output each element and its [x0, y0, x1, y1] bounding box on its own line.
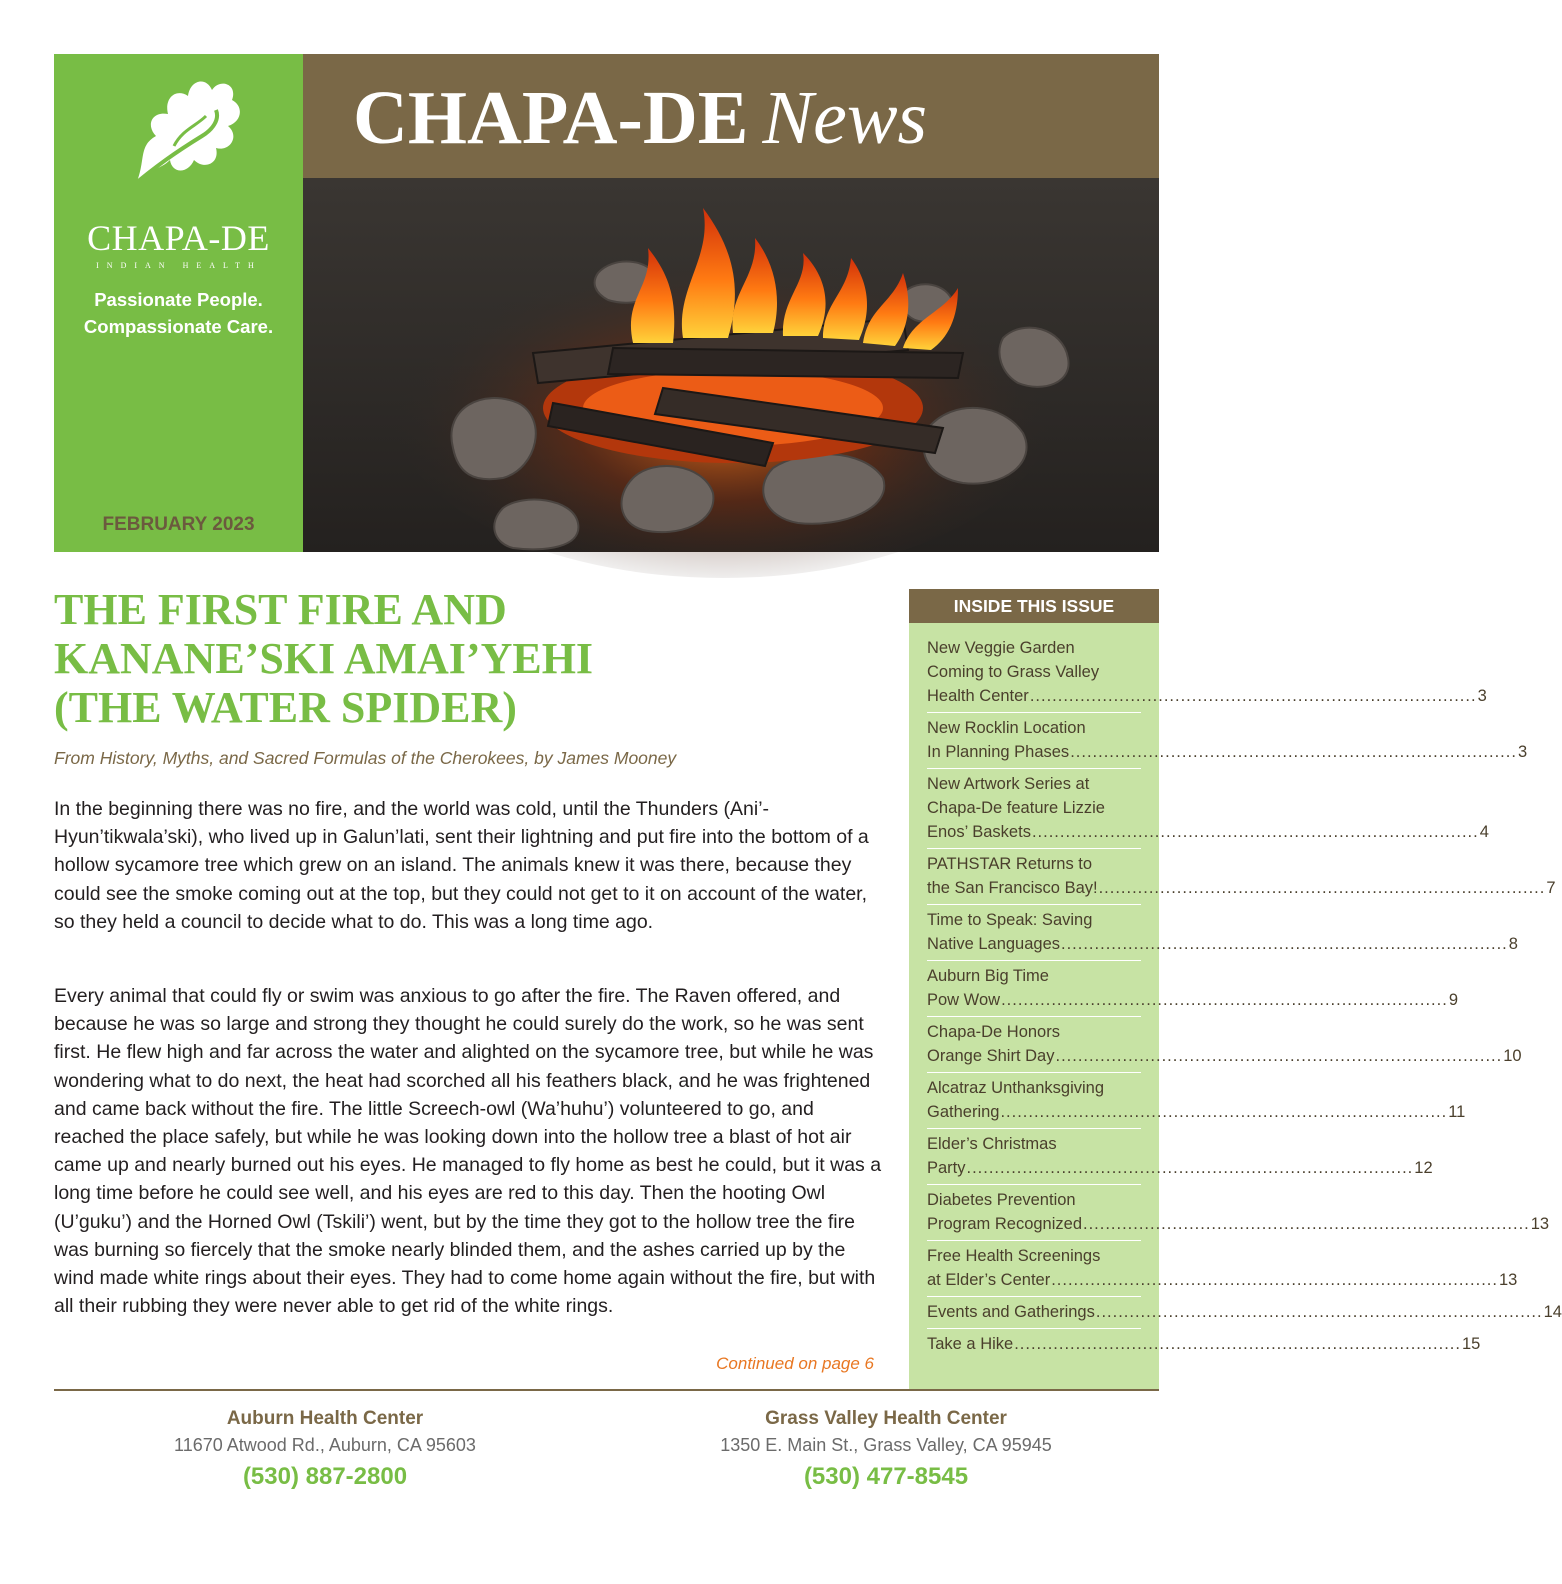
toc-leader-dots: ................................................................................ [1029, 687, 1477, 705]
toc-page-number: 9 [1448, 991, 1458, 1009]
toc-item-last-line [927, 1268, 1518, 1292]
toc-page-number: 10 [1503, 1047, 1522, 1065]
toc-item-title-end: at Elder’s Center [927, 1271, 1051, 1289]
toc-separator [927, 1328, 1141, 1329]
toc-item[interactable] [927, 772, 1489, 844]
headline-line-2: KANANE’SKI AMAI’YEHI [54, 634, 594, 683]
toc-leader-dots: ................................................................................ [1051, 1271, 1498, 1289]
toc-item-title-line: New Rocklin Location [927, 719, 1086, 737]
toc-leader-dots: ................................................................................ [1031, 823, 1479, 841]
toc-item-title-line: Coming to Grass Valley [927, 663, 1100, 681]
toc-item[interactable] [927, 908, 1518, 956]
toc-item-last-line [927, 988, 1458, 1012]
toc-item[interactable] [927, 1020, 1522, 1068]
toc-separator [927, 768, 1141, 769]
toc-item-title-end: Health Center [927, 687, 1029, 705]
toc-item[interactable] [927, 716, 1528, 764]
brand-panel [54, 54, 303, 552]
article-paragraph-1: In the beginning there was no fire, and the world was cold, until the Thunders (Ani’-Hyun’tikwala’ski), who lived up in Galun’lati, sent their lightning and put fire into the bottom of a hollow sycamore tree which grew on an island. The animals knew it was there, because they could see the smoke coming out at the top, but they could not get to it on account of the water, so they held a council to decide what to do. This was a long time ago. [54, 798, 869, 933]
toc-item[interactable] [927, 1132, 1433, 1180]
sidebar-heading: INSIDE THIS ISSUE [909, 589, 1159, 623]
toc-item[interactable] [927, 1332, 1481, 1356]
toc-item-last-line [927, 1300, 1562, 1324]
auburn-name: Auburn Health Center [226, 1408, 424, 1429]
toc-leader-dots: ................................................................................ [1055, 1047, 1503, 1065]
toc-item-title-end: Party [927, 1159, 966, 1177]
toc-separator [927, 1016, 1141, 1017]
toc-item-last-line [927, 684, 1487, 708]
grass-valley-location [676, 1406, 1096, 1494]
toc-item-last-line [927, 876, 1556, 900]
toc-separator [927, 1240, 1141, 1241]
toc-page-number: 12 [1414, 1159, 1433, 1177]
tagline [54, 286, 303, 340]
toc-page-number: 4 [1479, 823, 1489, 841]
toc-item-last-line [927, 1044, 1522, 1068]
toc-item[interactable] [927, 1244, 1518, 1292]
article-paragraph-2: Every animal that could fly or swim was anxious to go after the fire. The Raven offered, and because he was so large and strong they thought he could surely do the work, so he was sent first. He flew high and far across the water and alighted on the sycamore tree, but while he was wondering what to do next, the heat had scorched all his feathers black, and he was frightened and came back without the fire. The little Screech-owl (Wa’huhu’) volunteered to go, and reached the place safely, but while he was looking down into the hollow tree a blast of hot air came up and nearly burned out his eyes. He managed to fly home as best he could, but it was a long time before he could see well, and his eyes are red to this day. Then the hooting Owl (U’guku’) and the Horned Owl (Tskili’) went, but by the time they got to the hollow tree the fire was burning so fiercely that the smoke nearly blinded them, and the ashes carried up by the wind made white rings about their eyes. They had to come home again without the fire, but with all their rubbing they were never able to get rid of the white rings. [54, 985, 882, 1318]
toc-item-title-line: New Veggie Garden [927, 639, 1075, 657]
auburn-location [115, 1406, 535, 1494]
tagline-line-2: Compassionate Care. [83, 316, 274, 337]
tagline-line-1: Passionate People. [94, 289, 263, 310]
campfire-illustration [303, 178, 1159, 552]
logo-wordmark: CHAPA-DE [87, 218, 270, 258]
toc-leader-dots: ................................................................................ [1095, 1303, 1543, 1321]
toc-page-number: 15 [1461, 1335, 1481, 1353]
campfire-photo [303, 178, 1159, 552]
continued-link[interactable]: Continued on page 6 [716, 1354, 874, 1373]
toc-item[interactable] [927, 1076, 1466, 1124]
toc-page-number: 3 [1477, 687, 1487, 705]
toc-page-number: 11 [1448, 1103, 1466, 1121]
headline-line-3: (THE WATER SPIDER) [54, 683, 517, 732]
toc-page-number: 13 [1530, 1215, 1550, 1233]
toc-page-number: 7 [1546, 879, 1556, 897]
masthead-title [353, 70, 927, 166]
toc-item-title-line: Time to Speak: Saving [927, 911, 1093, 929]
masthead-title-main: CHAPA-DE [353, 76, 749, 160]
issue-date: FEBRUARY 2023 [102, 514, 255, 535]
auburn-address: 11670 Atwood Rd., Auburn, CA 95603 [174, 1435, 476, 1455]
toc-page-number: 14 [1543, 1303, 1562, 1321]
toc-item[interactable] [927, 1188, 1550, 1236]
toc-leader-dots: ................................................................................ [1098, 879, 1546, 897]
grass-valley-name: Grass Valley Health Center [765, 1408, 1007, 1429]
toc-item-title-line: Chapa-De Honors [927, 1023, 1060, 1041]
logo-subtitle: INDIAN HEALTH [96, 261, 262, 270]
grass-valley-address: 1350 E. Main St., Grass Valley, CA 95945 [720, 1435, 1052, 1455]
toc-separator [927, 712, 1141, 713]
toc-item-title-end: In Planning Phases [927, 743, 1070, 761]
toc-item-title-line: Chapa-De feature Lizzie [927, 799, 1105, 817]
toc-item-title-line: Free Health Screenings [927, 1247, 1101, 1265]
toc-item-last-line [927, 932, 1518, 956]
toc-item-title-line: PATHSTAR Returns to [927, 855, 1093, 873]
toc-item-title-end: Orange Shirt Day [927, 1047, 1055, 1065]
toc-item-title-line: Alcatraz Unthanksgiving [927, 1079, 1105, 1097]
toc-item[interactable] [927, 636, 1487, 708]
grass-valley-phone[interactable]: (530) 477-8545 [803, 1463, 969, 1490]
toc-leader-dots: ................................................................................ [966, 1159, 1414, 1177]
toc-leader-dots: ................................................................................ [1014, 1335, 1461, 1353]
toc-separator [927, 1128, 1141, 1129]
auburn-phone[interactable]: (530) 887-2800 [242, 1463, 408, 1490]
toc-separator [927, 1296, 1141, 1297]
toc-item-last-line [927, 1100, 1466, 1124]
toc-item-title-line: New Artwork Series at [927, 775, 1090, 793]
inside-this-issue [909, 589, 1562, 1389]
headline-line-1: THE FIRST FIRE AND [54, 585, 507, 634]
masthead-title-italic: News [762, 76, 928, 160]
toc-page-number: 3 [1517, 743, 1528, 761]
toc-separator [927, 1072, 1141, 1073]
oak-leaf-logo-icon [116, 66, 246, 190]
toc-separator [927, 960, 1141, 961]
toc-separator [927, 1184, 1141, 1185]
toc-item-title-line: Elder’s Christmas [927, 1135, 1057, 1153]
toc-item-title-line: Diabetes Prevention [927, 1191, 1076, 1209]
toc-separator [927, 904, 1141, 905]
toc-item-last-line [927, 740, 1528, 764]
toc-item-title-end: the San Francisco Bay! [927, 879, 1098, 897]
toc-leader-dots: ................................................................................ [1061, 935, 1508, 953]
toc-item-title-line: Auburn Big Time [927, 967, 1049, 985]
toc-item[interactable] [927, 964, 1458, 1012]
toc-item-last-line [927, 1212, 1550, 1236]
toc-item-title-end: Gathering [927, 1103, 1000, 1121]
toc-item-title-end: Take a Hike [927, 1335, 1014, 1353]
toc-item-title-end: Program Recognized [927, 1215, 1082, 1233]
toc-item-title-end: Pow Wow [927, 991, 1001, 1009]
toc-page-number: 8 [1508, 935, 1518, 953]
article-headline [54, 585, 874, 732]
toc-separator [927, 848, 1141, 849]
toc-item-title-end: Events and Gatherings [927, 1303, 1095, 1321]
toc-item-last-line [927, 820, 1489, 844]
toc-item-title-end: Native Languages [927, 935, 1061, 953]
toc-item-last-line [927, 1332, 1481, 1356]
toc-leader-dots: ................................................................................ [1070, 743, 1517, 761]
toc-leader-dots: ................................................................................ [1001, 991, 1448, 1009]
toc-item[interactable] [927, 852, 1556, 900]
toc-item[interactable] [927, 1300, 1562, 1324]
toc-item-last-line [927, 1156, 1433, 1180]
masthead [303, 54, 1159, 178]
footer-divider [54, 1389, 1159, 1391]
article-byline: From History, Myths, and Sacred Formulas of the Cherokees, by James Mooney [54, 748, 677, 768]
toc-item-title-end: Enos’ Baskets [927, 823, 1031, 841]
toc-page-number: 13 [1498, 1271, 1518, 1289]
toc-list [909, 623, 1562, 1389]
toc-leader-dots: ................................................................................ [1000, 1103, 1448, 1121]
toc-leader-dots: ................................................................................ [1083, 1215, 1530, 1233]
